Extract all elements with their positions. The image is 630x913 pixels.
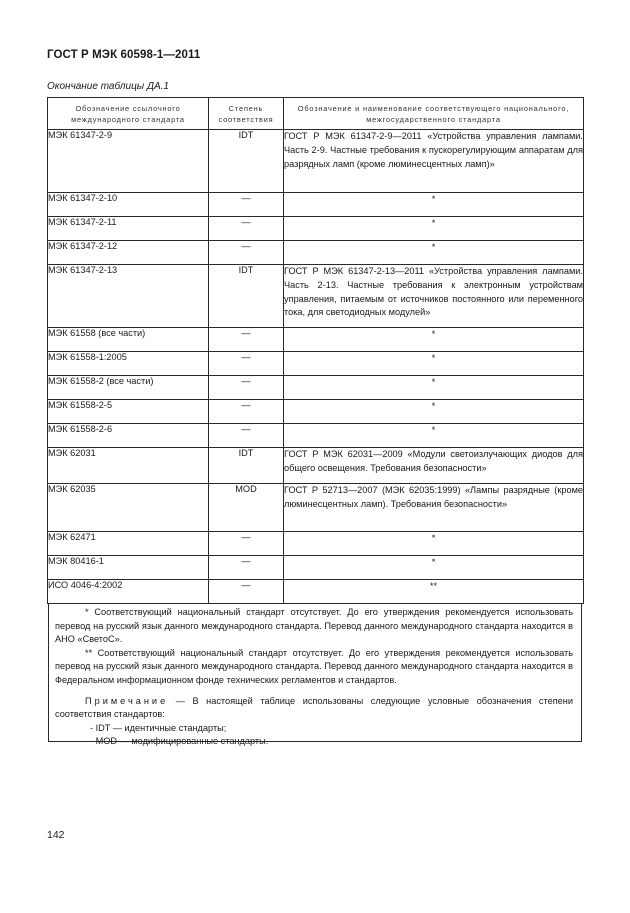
national-cell: ГОСТ Р МЭК 62031—2009 «Модули светоизлучающих диодов для общего освещения. Требования безопасности»: [284, 448, 584, 484]
national-cell: **: [284, 580, 584, 604]
national-cell: ГОСТ Р МЭК 61347-2-13—2011 «Устройства управления лампами. Часть 2-13. Частные требования к электронным устройствам управления, питаемым от источников постоянного или переменного тока, для светодиодных модулей»: [284, 265, 584, 328]
national-cell: *: [284, 532, 584, 556]
degree-cell: —: [209, 328, 284, 352]
ref-cell: МЭК 61558 (все части): [48, 328, 209, 352]
note-text: — В настоящей таблице использованы следующие условные обозначения степени соответствия стандартов:: [55, 695, 573, 720]
table-row: [48, 424, 584, 448]
table-row: [48, 532, 584, 556]
table-row: [48, 352, 584, 376]
national-cell: *: [284, 193, 584, 217]
document-header-title: ГОСТ Р МЭК 60598-1—2011: [47, 49, 201, 61]
degree-cell: IDT: [209, 265, 284, 328]
ref-cell: МЭК 61347-2-10: [48, 193, 209, 217]
degree-cell: —: [209, 193, 284, 217]
degree-cell: —: [209, 376, 284, 400]
table-notes: [48, 603, 582, 747]
degree-cell: —: [209, 241, 284, 265]
note-list-item: - IDT — идентичные стандарты;: [90, 722, 227, 733]
table-row: [48, 328, 584, 352]
table-row: [48, 193, 584, 217]
national-cell: *: [284, 400, 584, 424]
table-row: [48, 376, 584, 400]
national-cell: ГОСТ Р МЭК 61347-2-9—2011 «Устройства управления лампами. Часть 2-9. Частные требования к пускорегулирующим аппаратам для разрядных ламп (кроме люминесцентных ламп)»: [284, 130, 584, 193]
degree-cell: —: [209, 352, 284, 376]
national-cell: ГОСТ Р 52713—2007 (МЭК 62035:1999) «Лампы разрядные (кроме люминесцентных ламп). Требования безопасности»: [284, 484, 584, 532]
ref-cell: МЭК 61347-2-12: [48, 241, 209, 265]
ref-cell: МЭК 61347-2-11: [48, 217, 209, 241]
table-row: [48, 130, 584, 193]
page-number: 142: [47, 829, 65, 841]
header-reference-standard: Обозначение ссылочного международного стандарта: [48, 98, 209, 130]
standards-table: [47, 97, 584, 604]
ref-cell: МЭК 62031: [48, 448, 209, 484]
national-cell: *: [284, 424, 584, 448]
note-paragraph: [55, 695, 573, 722]
ref-cell: МЭК 62471: [48, 532, 209, 556]
table-row: [48, 556, 584, 580]
ref-cell: ИСО 4046-4:2002: [48, 580, 209, 604]
table-row: [48, 400, 584, 424]
degree-cell: —: [209, 532, 284, 556]
header-national-standard: Обозначение и наименование соответствующего национального, межгосударственного стандарта: [284, 98, 584, 130]
table-row: [48, 265, 584, 328]
ref-cell: МЭК 80416-1: [48, 556, 209, 580]
national-cell: *: [284, 217, 584, 241]
table-row: [48, 448, 584, 484]
ref-cell: МЭК 61347-2-13: [48, 265, 209, 328]
ref-cell: МЭК 61558-2-6: [48, 424, 209, 448]
table-row: [48, 580, 584, 604]
degree-cell: —: [209, 556, 284, 580]
degree-cell: IDT: [209, 130, 284, 193]
footnote-single-asterisk: * Соответствующий национальный стандарт отсутствует. До его утверждения рекомендуется использовать перевод на русский язык данного международного стандарта. Перевод данного международного стандарта находится в АНО «СветоС».: [55, 607, 573, 645]
national-cell: *: [284, 556, 584, 580]
ref-cell: МЭК 61558-1:2005: [48, 352, 209, 376]
table-caption: Окончание таблицы ДА.1: [47, 81, 169, 92]
ref-cell: МЭК 61347-2-9: [48, 130, 209, 193]
table-row: [48, 217, 584, 241]
national-cell: *: [284, 376, 584, 400]
table-row: [48, 241, 584, 265]
ref-cell: МЭК 61558-2 (все части): [48, 376, 209, 400]
degree-cell: MOD: [209, 484, 284, 532]
national-cell: *: [284, 241, 584, 265]
note-label: Примечание: [85, 695, 169, 706]
header-degree-of-conformity: Степень соответствия: [209, 98, 284, 130]
degree-cell: —: [209, 424, 284, 448]
degree-cell: —: [209, 580, 284, 604]
note-list-item: - MOD — модифицированные стандарты.: [90, 736, 269, 747]
table-row: [48, 484, 584, 532]
table-header-row: [48, 98, 584, 130]
national-cell: *: [284, 352, 584, 376]
degree-cell: —: [209, 217, 284, 241]
national-cell: *: [284, 328, 584, 352]
ref-cell: МЭК 62035: [48, 484, 209, 532]
degree-cell: —: [209, 400, 284, 424]
ref-cell: МЭК 61558-2-5: [48, 400, 209, 424]
degree-cell: IDT: [209, 448, 284, 484]
footnote-double-asterisk: ** Соответствующий национальный стандарт отсутствует. До его утверждения рекомендуется использовать перевод на русский язык данного международного стандарта. Перевод данного международного стандарта находится в Федеральном информационном фонде технических регламентов и стандартов.: [55, 647, 573, 685]
